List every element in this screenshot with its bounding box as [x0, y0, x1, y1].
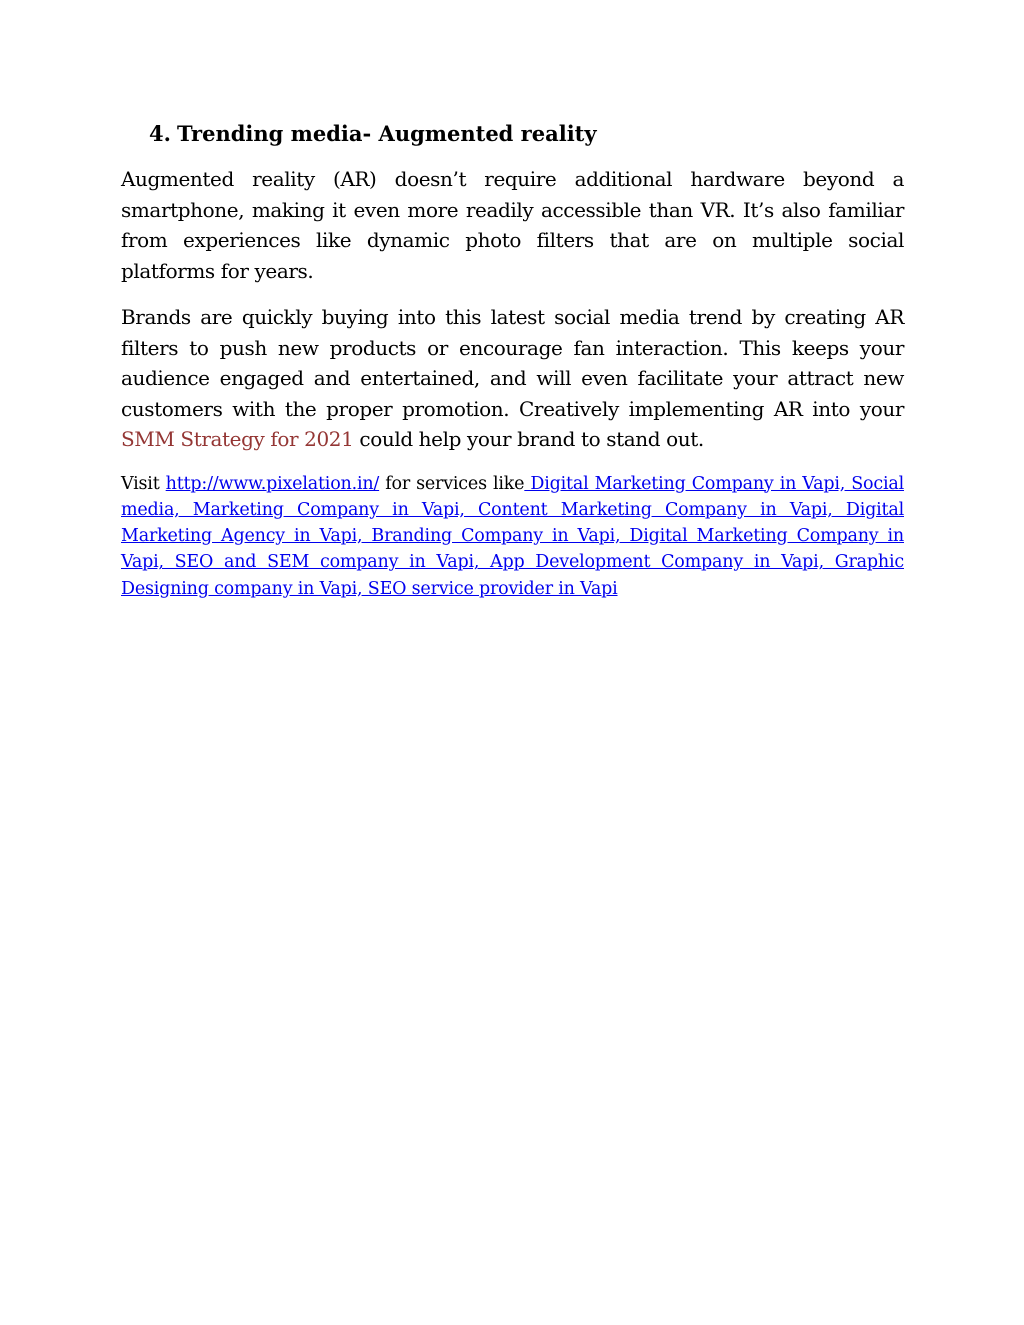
- paragraph-brands-ending: could help your brand to stand out.: [353, 427, 704, 451]
- services-link[interactable]: Digital Marketing Company in Vapi, Social media, Marketing Company in Vapi, Content Marketing Company in Vapi, Digital Marketing Agency in Vapi, Branding Company in Vapi, Digital Marketing Company in Vapi, SEO and SEM company in Vapi, App Development Company in Vapi, Graphic Designing company in Vapi, SEO service provider in Vapi: [121, 473, 904, 599]
- paragraph-brands-text: Brands are quickly buying into this latest social media trend by creating AR filters to push new products or encourage fan interaction. This keeps your audience engaged and entertained, and will even facilitate your attract new customers with the proper promotion. Creatively implementing AR into your: [121, 305, 904, 421]
- visit-prefix: Visit: [121, 473, 166, 494]
- document-page: [121, 118, 904, 602]
- visit-paragraph: [121, 471, 904, 602]
- visit-middle-text: for services like: [379, 473, 525, 494]
- section-number: 4.: [149, 121, 171, 146]
- pixelation-url-link[interactable]: http://www.pixelation.in/: [165, 473, 380, 494]
- paragraph-ar-intro: Augmented reality (AR) doesn’t require additional hardware beyond a smartphone, making it even more readily accessible than VR. It’s also familiar from experiences like dynamic photo filters that are on multiple social platforms for years.: [121, 167, 904, 283]
- section-title: Trending media- Augmented reality: [176, 121, 597, 146]
- smm-strategy-link[interactable]: SMM Strategy for 2021: [121, 427, 354, 451]
- paragraph-brands: [121, 302, 904, 455]
- section-heading: [149, 118, 904, 150]
